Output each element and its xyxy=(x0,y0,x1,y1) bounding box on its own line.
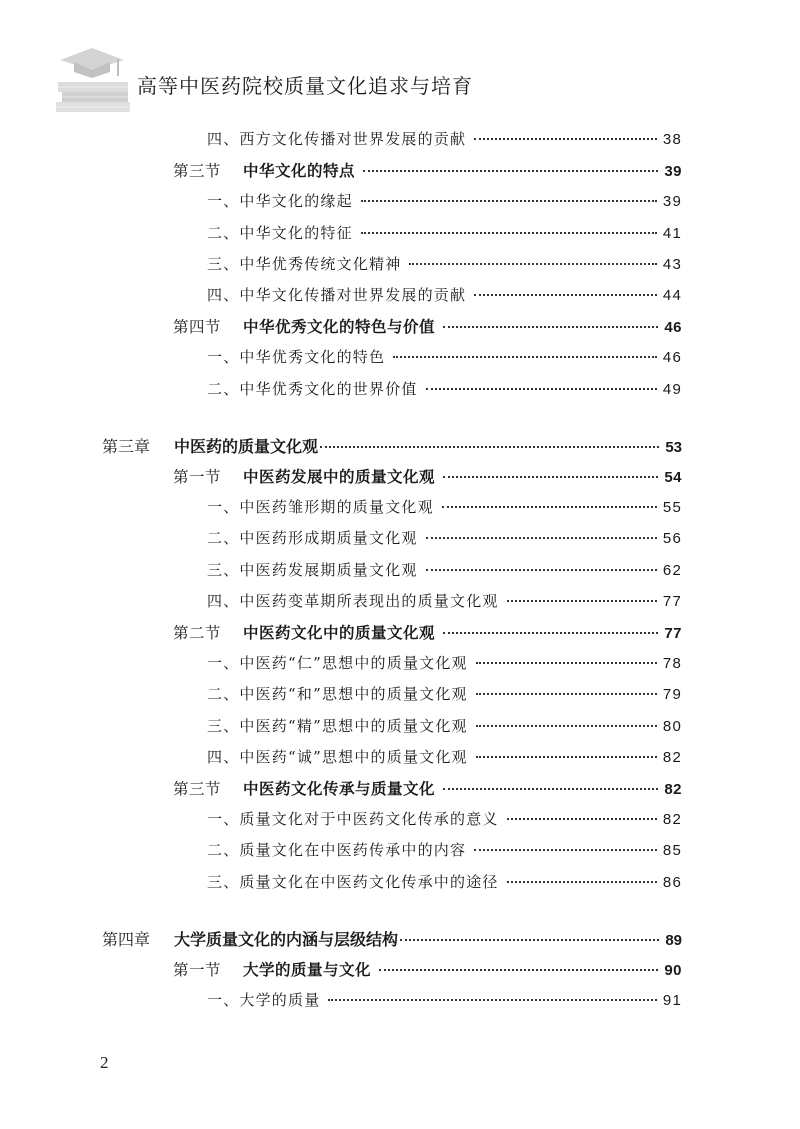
toc-entry-page: 86 xyxy=(662,873,682,891)
dot-leader xyxy=(442,506,657,508)
toc-entry-label: 二、质量文化在中医药传承中的内容 xyxy=(207,841,467,860)
toc-entry-item xyxy=(207,808,682,829)
dot-leader xyxy=(476,756,657,758)
toc-entry-item xyxy=(207,590,682,611)
toc-entry-title xyxy=(207,808,499,829)
dot-leader xyxy=(474,138,657,140)
toc-entry-page: 39 xyxy=(664,163,682,181)
dot-leader xyxy=(328,999,657,1001)
toc-entry-page: 77 xyxy=(664,625,682,642)
dot-leader xyxy=(379,969,658,971)
toc-entry-page: 82 xyxy=(664,781,682,798)
toc-entry-title xyxy=(207,746,468,767)
toc-entry-item xyxy=(207,683,682,704)
dot-leader xyxy=(320,446,659,448)
toc-entry-title xyxy=(207,683,468,704)
toc-entry-item xyxy=(207,989,682,1010)
toc-entry-title xyxy=(207,496,434,517)
toc-entry-item xyxy=(207,746,682,767)
toc-entry-page: 82 xyxy=(662,748,682,766)
toc-entry-label: 中医药的质量文化观 xyxy=(174,436,319,456)
toc-entry-title xyxy=(102,434,318,457)
toc-entry-label: 一、中医药雏形期的质量文化观 xyxy=(207,498,434,517)
toc-entry-page: 62 xyxy=(662,561,682,579)
toc-entry-item xyxy=(207,346,682,367)
toc-entry-page: 91 xyxy=(662,992,682,1010)
toc-entry-title xyxy=(173,777,435,799)
toc-entry-label: 二、中医药“和”思想中的质量文化观 xyxy=(207,685,468,704)
dot-leader xyxy=(507,600,657,602)
running-header xyxy=(0,0,800,130)
toc-entry-page: 49 xyxy=(662,380,682,398)
dot-leader xyxy=(443,476,658,478)
toc-entry-title xyxy=(207,652,468,673)
toc-entry-item xyxy=(207,496,682,517)
toc-entry-section xyxy=(173,958,682,980)
toc-entry-item xyxy=(207,839,682,860)
toc-entry-title xyxy=(207,222,353,243)
toc-entry-page: 43 xyxy=(662,255,682,273)
toc-entry-title xyxy=(173,958,371,980)
toc-entry-label: 中医药文化传承与质量文化 xyxy=(243,779,436,798)
toc-entry-label: 四、西方文化传播对世界发展的贡献 xyxy=(207,130,467,148)
toc-entry-section xyxy=(173,465,682,487)
toc-entry-page: 78 xyxy=(662,655,682,673)
dot-leader xyxy=(443,326,658,328)
toc-entry-item xyxy=(207,253,682,274)
toc-entry-item xyxy=(207,284,682,305)
dot-leader xyxy=(361,200,657,202)
toc-entry-chapter xyxy=(102,927,682,950)
toc-entry-title xyxy=(207,190,353,211)
toc-entry-title xyxy=(173,315,435,337)
toc-entry-title xyxy=(207,839,466,860)
toc-entry-page: 85 xyxy=(662,842,682,860)
toc-entry-title xyxy=(207,559,418,580)
toc-entry-section xyxy=(173,159,682,181)
toc-entry-page: 41 xyxy=(662,224,682,242)
toc-entry-title xyxy=(173,465,435,487)
toc-entry-number: 第一节 xyxy=(173,468,222,486)
dot-leader xyxy=(476,725,657,727)
toc-entry-page: 89 xyxy=(665,931,682,949)
books-graduation-cap-icon xyxy=(52,38,142,118)
toc-entry-page: 77 xyxy=(662,592,682,610)
toc-entry-label: 一、质量文化对于中医药文化传承的意义 xyxy=(207,810,499,829)
toc-entry-page: 44 xyxy=(662,287,682,304)
dot-leader xyxy=(363,170,658,172)
toc-entry-title xyxy=(207,284,466,305)
toc-entry-label: 二、中医药形成期质量文化观 xyxy=(207,529,418,548)
toc-entry-item xyxy=(207,190,682,211)
toc-entry-label: 三、中华优秀传统文化精神 xyxy=(207,254,402,273)
toc-entry-page: 54 xyxy=(664,469,682,486)
toc-entry-label: 二、中华文化的特征 xyxy=(207,223,353,242)
toc-entry-title xyxy=(173,159,355,181)
dot-leader xyxy=(507,818,657,820)
dot-leader xyxy=(426,569,657,571)
toc-entry-label: 三、质量文化在中医药文化传承中的途径 xyxy=(207,872,499,891)
toc-entry-title xyxy=(102,927,398,950)
toc-entry-number: 第四节 xyxy=(173,318,222,337)
toc-entry-number: 第二节 xyxy=(173,624,222,642)
toc-entry-title xyxy=(207,378,418,399)
toc-entry-chapter xyxy=(102,434,682,457)
toc-entry-number: 第一节 xyxy=(173,961,222,979)
toc-entry-page: 46 xyxy=(662,349,682,367)
toc-entry-item xyxy=(207,527,682,548)
toc-entry-label: 中华优秀文化的特色与价值 xyxy=(243,317,436,337)
toc-entry-item xyxy=(207,715,682,736)
toc-entry-label: 中医药文化中的质量文化观 xyxy=(243,623,436,642)
toc-entry-label: 一、中医药“仁”思想中的质量文化观 xyxy=(207,654,468,673)
toc-entry-page: 82 xyxy=(662,811,682,829)
toc-entry-label: 四、中医药变革期所表现出的质量文化观 xyxy=(207,591,499,610)
toc-entry-label: 三、中医药“精”思想中的质量文化观 xyxy=(207,716,468,735)
toc-entry-label: 一、大学的质量 xyxy=(207,991,321,1010)
dot-leader xyxy=(474,294,657,296)
toc-entry-page: 55 xyxy=(662,499,682,517)
toc-entry-number: 第三节 xyxy=(173,780,222,798)
toc-entry-section xyxy=(173,315,682,337)
toc-entry-number: 第三章 xyxy=(102,436,151,456)
toc-entry-section xyxy=(173,621,682,643)
toc-entry-label: 四、中华文化传播对世界发展的贡献 xyxy=(207,286,467,304)
toc-entry-label: 三、中医药发展期质量文化观 xyxy=(207,560,418,579)
header-title: 高等中医药院校质量文化追求与培育 xyxy=(137,74,473,98)
dot-leader xyxy=(507,881,657,883)
dot-leader xyxy=(409,263,657,265)
toc-entry-title xyxy=(207,715,468,736)
dot-leader xyxy=(426,537,657,539)
toc-entry-item xyxy=(207,871,682,892)
toc-entry-label: 一、中华文化的缘起 xyxy=(207,192,353,211)
toc-entry-title xyxy=(207,590,499,611)
toc-entry-title xyxy=(207,527,418,548)
toc-entry-label: 中华文化的特点 xyxy=(243,161,356,181)
toc-entry-item xyxy=(207,378,682,399)
toc-entry-page: 79 xyxy=(662,686,682,704)
dot-leader xyxy=(400,939,659,941)
dot-leader xyxy=(443,632,658,634)
dot-leader xyxy=(426,388,657,390)
toc-entry-label: 四、中医药“诚”思想中的质量文化观 xyxy=(207,747,468,766)
toc-entry-item xyxy=(207,559,682,580)
toc-entry-page: 80 xyxy=(662,717,682,735)
dot-leader xyxy=(393,356,657,358)
toc-entry-label: 二、中华优秀文化的世界价值 xyxy=(207,379,418,398)
toc-entry-title xyxy=(207,346,385,367)
toc-entry-number: 第四章 xyxy=(102,929,151,949)
toc-entry-page: 38 xyxy=(662,131,682,148)
page-number: 2 xyxy=(100,1053,109,1072)
toc-entry-title xyxy=(207,128,466,149)
toc-entry-title xyxy=(207,253,401,274)
toc-entry-section xyxy=(173,777,682,799)
toc-entry-title xyxy=(207,989,320,1010)
dot-leader xyxy=(474,849,657,851)
toc-entry-label: 大学质量文化的内涵与层级结构 xyxy=(174,929,399,949)
dot-leader xyxy=(443,788,658,790)
toc-entry-label: 一、中华优秀文化的特色 xyxy=(207,348,386,367)
toc-entry-page: 46 xyxy=(664,319,682,337)
dot-leader xyxy=(476,693,657,695)
toc-entry-number: 第三节 xyxy=(173,162,222,181)
toc-entry-label: 中医药发展中的质量文化观 xyxy=(243,467,436,486)
toc-entry-item xyxy=(207,128,682,149)
toc-entry-title xyxy=(173,621,435,643)
toc-entry-title xyxy=(207,871,499,892)
toc-entry-page: 39 xyxy=(662,193,682,211)
toc-entry-page: 53 xyxy=(665,438,682,456)
toc-entry-item xyxy=(207,222,682,243)
toc-entry-page: 90 xyxy=(664,962,682,979)
toc-entry-label: 大学的质量与文化 xyxy=(243,960,372,979)
dot-leader xyxy=(361,232,657,234)
toc-entry-item xyxy=(207,652,682,673)
toc-entry-page: 56 xyxy=(662,530,682,548)
dot-leader xyxy=(476,662,657,664)
